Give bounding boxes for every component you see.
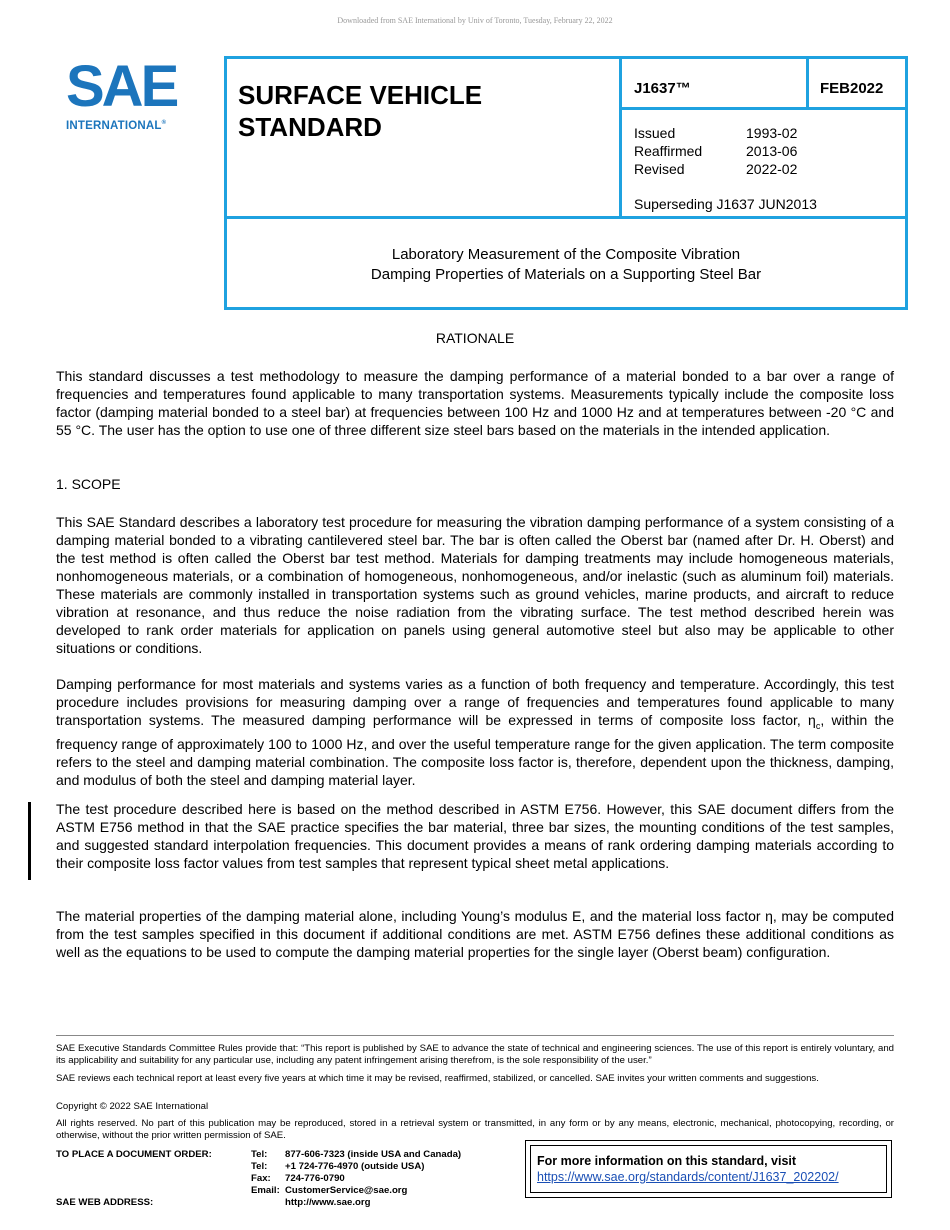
issued-label: Issued (634, 125, 676, 141)
email-label: Email: (251, 1185, 280, 1196)
scope-paragraph-4: The material properties of the damping material alone, including Young’s modulus E, and the material loss factor η, may be computed from the test samples specified in this document if additional conditions are met. ASTM E756 defines these additional conditions as well as the equations to be used to compute the damping material properties for the single layer (Oberst beam) configuration. (56, 908, 894, 960)
email-value[interactable]: CustomerService@sae.org (285, 1185, 408, 1196)
rationale-heading: RATIONALE (435, 330, 515, 346)
order-row-tel2 (56, 1161, 461, 1173)
revised-row (634, 160, 797, 178)
logo-international-label: INTERNATIONAL (66, 120, 162, 132)
scope-paragraph-2-end: , within the frequency range of approximately 100 to 1000 Hz, and over the useful temperature range for the given application. The term composite refers to the steel and damping material combination. The composite loss factor is, therefore, dependent upon the thickness, damping, and modulus of both the steel and damping material layer. (56, 712, 894, 788)
standard-category-box (224, 56, 622, 219)
standard-category-line2: STANDARD (238, 112, 382, 142)
logo-sae-text: SAE (66, 54, 177, 119)
scope-paragraph-2-start: Damping performance for most materials and systems varies as a function of both frequency and temperature. Accordingly, this test procedure includes provisions for measuring damping over a range of frequencies and temperatures found applicable to many transportation systems. The measured damping performance will be expressed in terms of composite loss factor, (56, 676, 894, 728)
download-note: Downloaded from SAE International by Univ of Toronto, Tuesday, February 22, 2022 (337, 16, 613, 25)
standard-date-box (806, 56, 908, 110)
loss-factor-symbol: η (808, 712, 816, 728)
standard-number-box (619, 56, 809, 110)
rationale-paragraph: This standard discusses a test methodology to measure the damping performance of a material bonded to a bar over a range of frequencies and temperatures found applicable to many transportation systems. Measurements typically include the composite loss factor (damping material bonded to a steel bar) at frequencies between 100 Hz and 1000 Hz and at temperatures between -20 °C and 55 °C. The user has the option to use one of three different size steel bars based on the materials in the intended application. (56, 368, 894, 438)
standard-category (238, 79, 598, 143)
order-contact-table (56, 1149, 461, 1209)
scope-paragraph-3: The test procedure described here is based on the method described in ASTM E756. However, this SAE document differs from the ASTM E756 method in that the SAE practice specifies the bar material, three bar sizes, the mounting conditions of the test samples, and suggested standard interpolation frequencies. This document provides a means of rank ordering damping materials according to their composite loss factor values from test samples that represent typical sheet metal applications. (56, 801, 894, 871)
fax-value: 724-776-0790 (285, 1173, 345, 1184)
issued-value: 1993-02 (746, 125, 798, 141)
rights-note: All rights reserved. No part of this publication may be reproduced, stored in a retrieval system or transmitted, in any form or by any means, electronic, mechanical, photocopying, recording, or otherwise, without the prior written permission of SAE. (56, 1118, 894, 1141)
order-label: TO PLACE A DOCUMENT ORDER: (56, 1149, 212, 1160)
standard-info-link[interactable]: https://www.sae.org/standards/content/J1637_202202/ (537, 1170, 839, 1184)
more-info-box (525, 1140, 892, 1198)
scope-paragraph-2 (56, 675, 894, 789)
superseding-note: Superseding J1637 JUN2013 (634, 196, 817, 212)
tel2-label: Tel: (251, 1161, 268, 1172)
standard-date-code: FEB2022 (820, 80, 884, 97)
reaffirmed-label: Reaffirmed (634, 143, 703, 159)
standard-number: J1637™ (634, 80, 691, 97)
order-row-email (56, 1185, 461, 1197)
revised-value: 2022-02 (746, 161, 798, 177)
web-address-value[interactable]: http://www.sae.org (285, 1197, 371, 1208)
more-info-heading: For more information on this standard, visit (537, 1154, 797, 1168)
order-row-tel1 (56, 1149, 461, 1161)
tel1-value: 877-606-7323 (inside USA and Canada) (285, 1149, 462, 1160)
change-bar (28, 802, 31, 880)
loss-factor-subscript: c (815, 720, 821, 731)
web-address-label: SAE WEB ADDRESS: (56, 1197, 154, 1208)
issued-row (634, 124, 797, 142)
logo-registered-mark: ® (161, 120, 167, 127)
review-note: SAE reviews each technical report at least every five years at which time it may be revised, reaffirmed, stabilized, or cancelled. SAE invites your written comments and suggestions. (56, 1073, 819, 1084)
document-title-line1: Laboratory Measurement of the Composite Vibration (391, 246, 741, 263)
footer-divider (56, 1035, 894, 1036)
order-row-web (56, 1197, 461, 1209)
sae-logo (66, 54, 196, 138)
tel2-value: +1 724-776-4970 (outside USA) (285, 1161, 425, 1172)
revision-history-box (619, 107, 908, 219)
copyright-note: Copyright © 2022 SAE International (56, 1101, 209, 1112)
fax-label: Fax: (251, 1173, 271, 1184)
standard-category-line1: SURFACE VEHICLE (238, 80, 483, 110)
scope-paragraph-1: This SAE Standard describes a laboratory test procedure for measuring the vibration damping performance of a system consisting of a damping material bonded to a vibrating cantilevered steel bar. The bar is often called the Oberst bar (named after Dr. H. Oberst) and the test method is often called the Oberst bar test method. Materials for damping treatments may include homogeneous materials, nonhomogeneous materials, or a combination of homogeneous, nonhomogeneous, and/or inelastic (such as aluminum foil) materials. These materials are commonly installed in transportation systems such as ground vehicles, marine products, and aircraft to reduce vibration at resonance, and thus reduce the noise radiation from the vibrating surface. The test method described herein was developed to rank order materials for application on panels using general automotive steel but also may be applicable to other situations or conditions. (56, 514, 894, 656)
logo-international-text (66, 120, 196, 132)
reaffirmed-row (634, 142, 797, 160)
scope-heading: 1. SCOPE (56, 476, 121, 492)
document-title-box (224, 216, 908, 310)
document-title-line2: Damping Properties of Materials on a Supporting Steel Bar (370, 266, 762, 283)
document-title (227, 245, 905, 285)
reaffirmed-value: 2013-06 (746, 143, 798, 159)
committee-rules-note: SAE Executive Standards Committee Rules provide that: “This report is published by SAE to advance the state of technical and engineering sciences. The use of this report is entirely voluntary, and its applicability and suitability for any particular use, including any patent infringement arising therefrom, is the sole responsibility of the user.” (56, 1043, 894, 1066)
order-row-fax (56, 1173, 461, 1185)
revision-dates (634, 124, 797, 178)
tel1-label: Tel: (251, 1149, 268, 1160)
revised-label: Revised (634, 161, 685, 177)
